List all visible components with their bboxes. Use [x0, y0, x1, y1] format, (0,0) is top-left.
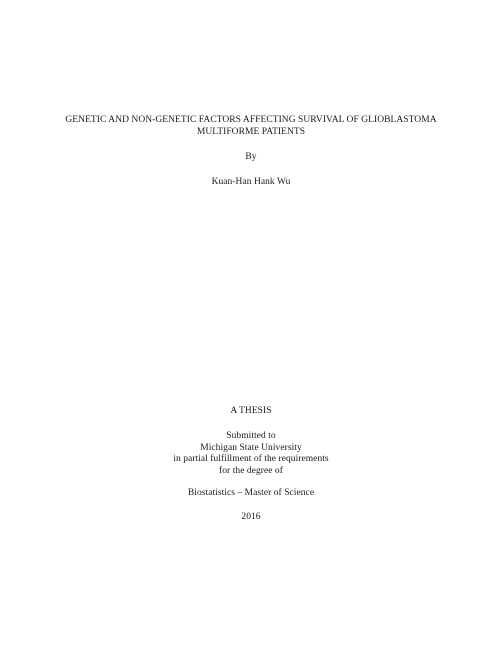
submission-year	[0, 512, 502, 524]
author-name-text: Kuan-Han Hank Wu	[211, 177, 291, 187]
author-name	[0, 177, 502, 189]
document-type-text: A THESIS	[230, 406, 272, 416]
degree-name-text: Biostatistics – Master of Science	[187, 488, 315, 498]
document-type	[0, 406, 502, 418]
submission-line-3: in partial fulfillment of the requirements	[173, 454, 329, 464]
thesis-title-line-1: GENETIC AND NON-GENETIC FACTORS AFFECTING SURVIVAL OF GLIOBLASTOMA	[65, 115, 437, 125]
degree-name	[0, 488, 502, 500]
thesis-title	[0, 115, 502, 138]
thesis-title-line-2: MULTIFORME PATIENTS	[196, 126, 306, 137]
submission-statement	[0, 431, 502, 477]
by-label	[0, 152, 502, 164]
by-label-text: By	[245, 152, 257, 162]
submission-line-4: for the degree of	[219, 465, 283, 476]
submission-line-1: Submitted to	[226, 431, 276, 441]
submission-year-text: 2016	[241, 512, 261, 522]
submission-line-2: Michigan State University	[200, 442, 302, 453]
